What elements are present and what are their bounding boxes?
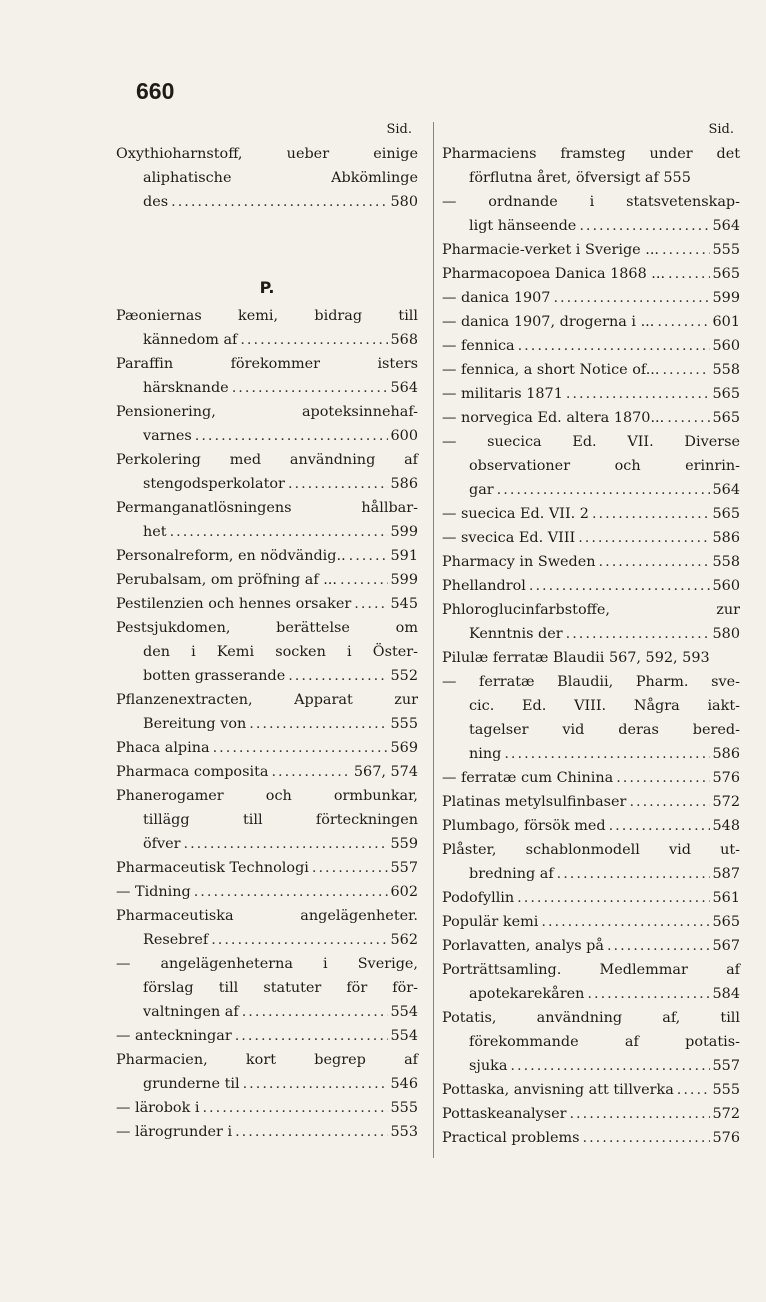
dot-leader bbox=[662, 238, 710, 262]
dot-leader bbox=[510, 1054, 709, 1078]
index-entry bbox=[442, 310, 740, 334]
entry-text: — svecica Ed. VIII bbox=[442, 530, 576, 546]
entry-text: — danica 1907 bbox=[442, 290, 551, 306]
index-entry bbox=[116, 1024, 418, 1048]
entry-text: härsknande bbox=[143, 380, 229, 396]
entry-text: — norvegica Ed. altera 1870... bbox=[442, 410, 665, 426]
page-ref: 565 bbox=[712, 506, 740, 522]
entry-line-with-page bbox=[442, 214, 740, 238]
entry-text: varnes bbox=[143, 428, 192, 444]
entry-text: apotekarekåren bbox=[469, 986, 585, 1002]
entry-text: Porträttsamling. Medlemmar af bbox=[442, 962, 740, 978]
dot-leader bbox=[662, 358, 709, 382]
entry-line-with-page bbox=[442, 910, 740, 934]
entry-text: Pensionering, apoteksinnehaf- bbox=[116, 404, 418, 420]
index-entry bbox=[442, 838, 740, 886]
entry-text: — militaris 1871 bbox=[442, 386, 563, 402]
page-ref: 599 bbox=[712, 290, 740, 306]
entry-text: Pharmaceutisk Technologi bbox=[116, 860, 309, 876]
entry-line-with-page bbox=[116, 328, 418, 352]
index-entry bbox=[442, 766, 740, 790]
entry-text: Paraffin förekommer isters bbox=[116, 356, 418, 372]
entry-line-with-page bbox=[442, 382, 740, 406]
index-entry bbox=[442, 790, 740, 814]
entry-line-with-page bbox=[116, 760, 418, 784]
entry-text: Perubalsam, om pröfning af ... bbox=[116, 572, 337, 588]
dot-leader bbox=[668, 262, 710, 286]
index-entry bbox=[442, 910, 740, 934]
entry-text: — anteckningar bbox=[116, 1028, 232, 1044]
entry-text: — angelägenheterna i Sverige, bbox=[116, 956, 418, 972]
index-entry bbox=[442, 646, 740, 670]
entry-text: — fennica, a short Notice of... bbox=[442, 362, 660, 378]
entry-text: förflutna året, öfversigt af 555 bbox=[469, 170, 691, 186]
dot-leader bbox=[592, 502, 710, 526]
dot-leader bbox=[170, 520, 388, 544]
dot-leader bbox=[557, 862, 710, 886]
dot-leader bbox=[541, 910, 709, 934]
entry-text: stengodsperkolator bbox=[143, 476, 285, 492]
index-entry bbox=[116, 304, 418, 352]
entry-text: Phanerogamer och ormbunkar, bbox=[116, 788, 418, 804]
entry-text: tagelser vid deras bered- bbox=[469, 722, 740, 738]
page-ref: 572 bbox=[712, 1106, 740, 1122]
page-ref: 557 bbox=[390, 860, 418, 876]
page-ref: 599 bbox=[390, 524, 418, 540]
dot-leader bbox=[497, 478, 710, 502]
dot-leader bbox=[583, 1126, 710, 1150]
index-entry bbox=[116, 352, 418, 400]
entry-line-with-page bbox=[442, 886, 740, 910]
page-ref: 564 bbox=[712, 482, 740, 498]
entry-text: förekommande af potatis- bbox=[469, 1034, 740, 1050]
dot-leader bbox=[587, 982, 709, 1006]
page-ref: 564 bbox=[390, 380, 418, 396]
dot-leader bbox=[202, 1096, 387, 1120]
entry-text: ligt hänseende bbox=[469, 218, 577, 234]
index-entry bbox=[442, 286, 740, 310]
entry-text: grunderne til bbox=[143, 1076, 240, 1092]
entry-text: kännedom af bbox=[143, 332, 238, 348]
index-entry bbox=[116, 1096, 418, 1120]
dot-leader bbox=[213, 736, 388, 760]
entry-text: Pflanzenextracten, Apparat zur bbox=[116, 692, 418, 708]
entry-text: Porlavatten, analys på bbox=[442, 938, 604, 954]
entry-line-with-page bbox=[442, 1126, 740, 1150]
index-entry bbox=[116, 400, 418, 448]
entry-text: — ferratæ Blaudii, Pharm. sve- bbox=[442, 674, 740, 690]
page-ref: 569 bbox=[390, 740, 418, 756]
page-ref: 580 bbox=[390, 194, 418, 210]
index-entry bbox=[442, 142, 740, 190]
entry-text: valtningen af bbox=[143, 1004, 239, 1020]
page-ref: 584 bbox=[712, 986, 740, 1002]
entry-line-with-page bbox=[116, 832, 418, 856]
index-entry bbox=[442, 262, 740, 286]
entry-line-with-page bbox=[442, 358, 740, 382]
entry-text: Pestsjukdomen, berättelse om bbox=[116, 620, 418, 636]
entry-text: bredning af bbox=[469, 866, 554, 882]
entry-text: Pestilenzien och hennes orsaker bbox=[116, 596, 352, 612]
entry-text: Potatis, användning af, till bbox=[442, 1010, 740, 1026]
dot-leader bbox=[667, 406, 709, 430]
entry-text: observationer och erinrin- bbox=[469, 458, 740, 474]
column-divider bbox=[433, 122, 434, 1158]
page-ref: 576 bbox=[712, 770, 740, 786]
entry-text: het bbox=[143, 524, 167, 540]
page-ref: 572 bbox=[712, 794, 740, 810]
index-entry bbox=[442, 502, 740, 526]
page-ref: 580 bbox=[712, 626, 740, 642]
index-entry bbox=[442, 238, 740, 262]
page-ref: 567, 574 bbox=[353, 764, 418, 780]
entry-line-with-page bbox=[116, 664, 418, 688]
page-ref: 553 bbox=[390, 1124, 418, 1140]
page-ref: 565 bbox=[712, 266, 740, 282]
index-entry bbox=[116, 784, 418, 856]
page-ref: 601 bbox=[712, 314, 740, 330]
entry-line-with-page bbox=[116, 568, 418, 592]
entry-line-with-page bbox=[116, 592, 418, 616]
dot-leader bbox=[677, 1078, 710, 1102]
entry-text: — Tidning bbox=[116, 884, 191, 900]
index-entry bbox=[442, 358, 740, 382]
page-ref: 602 bbox=[390, 884, 418, 900]
index-entry bbox=[116, 736, 418, 760]
dot-leader bbox=[566, 622, 710, 646]
entry-line-with-page bbox=[116, 424, 418, 448]
entry-line-with-page bbox=[442, 1078, 740, 1102]
index-entry bbox=[116, 568, 418, 592]
index-entry bbox=[116, 904, 418, 952]
dot-leader bbox=[579, 214, 709, 238]
index-entry bbox=[116, 760, 418, 784]
left-entries bbox=[116, 304, 418, 1144]
dot-leader bbox=[599, 550, 710, 574]
index-entry bbox=[442, 670, 740, 766]
index-entry bbox=[116, 1120, 418, 1144]
entry-line-with-page bbox=[442, 814, 740, 838]
left-sid-header: Sid. bbox=[386, 122, 412, 137]
dot-leader bbox=[349, 544, 388, 568]
dot-leader bbox=[271, 760, 350, 784]
index-entry bbox=[116, 616, 418, 688]
index-entry bbox=[442, 958, 740, 1006]
entry-line-with-page bbox=[116, 736, 418, 760]
entry-text: botten grasserande bbox=[143, 668, 286, 684]
entry-text: gar bbox=[469, 482, 494, 498]
entry-text: Pottaska, anvisning att tillverka bbox=[442, 1082, 674, 1098]
entry-text: — danica 1907, drogerna i ... bbox=[442, 314, 655, 330]
index-entry bbox=[442, 430, 740, 502]
entry-text: ning bbox=[469, 746, 502, 762]
dot-leader bbox=[171, 190, 387, 214]
page-ref: 545 bbox=[390, 596, 418, 612]
dot-leader bbox=[288, 472, 388, 496]
entry-text: Pharmacie-verket i Sverige ... bbox=[442, 242, 659, 258]
dot-leader bbox=[529, 574, 710, 598]
entry-line-with-page bbox=[442, 334, 740, 358]
page-ref: 587 bbox=[712, 866, 740, 882]
entry-text: Phloroglucinfarbstoffe, zur bbox=[442, 602, 740, 618]
index-entry bbox=[442, 934, 740, 958]
index-entry bbox=[442, 1006, 740, 1078]
index-entry bbox=[442, 886, 740, 910]
index-entry bbox=[442, 1078, 740, 1102]
page-ref: 546 bbox=[390, 1076, 418, 1092]
entry-text: Plumbago, försök med bbox=[442, 818, 606, 834]
entry-text: Pharmacopoea Danica 1868 ... bbox=[442, 266, 666, 282]
page-ref: 600 bbox=[390, 428, 418, 444]
page-ref: 565 bbox=[712, 914, 740, 930]
right-sid-header: Sid. bbox=[708, 122, 734, 137]
page-ref: 586 bbox=[390, 476, 418, 492]
dot-leader bbox=[657, 310, 709, 334]
dot-leader bbox=[194, 880, 388, 904]
entry-text: sjuka bbox=[469, 1058, 508, 1074]
entry-text: Permanganatlösningens hållbar- bbox=[116, 500, 418, 516]
entry-text: Podofyllin bbox=[442, 890, 515, 906]
entry-line-with-page bbox=[442, 742, 740, 766]
entry-line-with-page bbox=[116, 520, 418, 544]
page-ref: 576 bbox=[712, 1130, 740, 1146]
right-entries bbox=[442, 142, 740, 1150]
left-entries-before bbox=[116, 142, 418, 214]
entry-text: des bbox=[143, 194, 169, 210]
entry-text: Pharmaceutiska angelägenheter. bbox=[116, 908, 418, 924]
entry-text: förslag till statuter för för- bbox=[143, 980, 418, 996]
page-ref: 557 bbox=[712, 1058, 740, 1074]
entry-text: Resebref bbox=[143, 932, 209, 948]
entry-text: — ferratæ cum Chinina bbox=[442, 770, 614, 786]
dot-leader bbox=[569, 1102, 709, 1126]
dot-leader bbox=[609, 814, 710, 838]
index-entry bbox=[442, 334, 740, 358]
dot-leader bbox=[184, 832, 388, 856]
entry-text: Oxythioharnstoff, ueber einige bbox=[116, 146, 418, 162]
page-ref: 586 bbox=[712, 530, 740, 546]
entry-line-with-page bbox=[116, 1000, 418, 1024]
entry-line-with-page bbox=[442, 934, 740, 958]
page-ref: 560 bbox=[712, 578, 740, 594]
page-ref: 552 bbox=[390, 668, 418, 684]
entry-line-with-page bbox=[442, 406, 740, 430]
page-ref: 548 bbox=[712, 818, 740, 834]
dot-leader bbox=[616, 766, 709, 790]
entry-text: Personalreform, en nödvändig.. bbox=[116, 548, 346, 564]
dot-leader bbox=[553, 286, 709, 310]
entry-line-with-page bbox=[442, 574, 740, 598]
dot-leader bbox=[242, 1000, 388, 1024]
entry-text: Platinas metylsulfinbaser bbox=[442, 794, 627, 810]
page-ref: 562 bbox=[390, 932, 418, 948]
index-entry bbox=[442, 382, 740, 406]
page-ref: 568 bbox=[390, 332, 418, 348]
entry-line-with-page bbox=[116, 1024, 418, 1048]
entry-line-with-page bbox=[442, 262, 740, 286]
page-ref: 564 bbox=[712, 218, 740, 234]
index-entry bbox=[442, 814, 740, 838]
dot-leader bbox=[195, 424, 388, 448]
page-ref: 555 bbox=[712, 242, 740, 258]
entry-text: Pharmaciens framsteg under det bbox=[442, 146, 740, 162]
index-entry bbox=[116, 856, 418, 880]
page-ref: 554 bbox=[390, 1028, 418, 1044]
entry-line-with-page bbox=[442, 766, 740, 790]
index-entry bbox=[442, 526, 740, 550]
entry-text: Plåster, schablonmodell vid ut- bbox=[442, 842, 740, 858]
page-ref: 565 bbox=[712, 410, 740, 426]
page-ref: 554 bbox=[390, 1004, 418, 1020]
index-entry bbox=[442, 598, 740, 646]
dot-leader bbox=[504, 742, 709, 766]
entry-line-with-page bbox=[442, 622, 740, 646]
index-entry bbox=[116, 544, 418, 568]
page-ref: 599 bbox=[390, 572, 418, 588]
page-ref: 565 bbox=[712, 386, 740, 402]
entry-text: Perkolering med användning af bbox=[116, 452, 418, 468]
entry-text: Pharmaca composita bbox=[116, 764, 269, 780]
entry-text: — suecica Ed. VII. Diverse bbox=[442, 434, 740, 450]
index-entry bbox=[116, 592, 418, 616]
entry-text: Pæoniernas kemi, bidrag till bbox=[116, 308, 418, 324]
dot-leader bbox=[243, 1072, 388, 1096]
entry-text: Phaca alpina bbox=[116, 740, 210, 756]
entry-line-with-page bbox=[116, 190, 418, 214]
entry-line-with-page bbox=[116, 856, 418, 880]
entry-text: Bereitung von bbox=[143, 716, 247, 732]
index-entry bbox=[116, 952, 418, 1024]
entry-text: — fennica bbox=[442, 338, 515, 354]
dot-leader bbox=[354, 592, 387, 616]
dot-leader bbox=[518, 334, 710, 358]
entry-line-with-page bbox=[442, 238, 740, 262]
entry-line-with-page bbox=[116, 712, 418, 736]
entry-line-with-page bbox=[442, 478, 740, 502]
index-entry bbox=[116, 688, 418, 736]
entry-line-with-page bbox=[116, 376, 418, 400]
page-number: 660 bbox=[136, 78, 175, 104]
dot-leader bbox=[517, 886, 709, 910]
entry-text: Pharmacy in Sweden bbox=[442, 554, 596, 570]
dot-leader bbox=[240, 328, 387, 352]
entry-line-with-page bbox=[116, 928, 418, 952]
entry-text: aliphatische Abkömlinge bbox=[143, 170, 418, 186]
entry-text: — lärogrunder i bbox=[116, 1124, 233, 1140]
entry-line-with-page bbox=[116, 880, 418, 904]
entry-text: Pharmacien, kort begrep af bbox=[116, 1052, 418, 1068]
page-ref: 558 bbox=[712, 554, 740, 570]
index-entry bbox=[442, 1126, 740, 1150]
entry-text: Populär kemi bbox=[442, 914, 539, 930]
index-entry bbox=[116, 496, 418, 544]
section-letter: P. bbox=[259, 278, 275, 297]
dot-leader bbox=[578, 526, 709, 550]
index-entry bbox=[442, 550, 740, 574]
entry-text: cic. Ed. VIII. Några iakt- bbox=[469, 698, 740, 714]
page-ref: 560 bbox=[712, 338, 740, 354]
page-ref: 567 bbox=[712, 938, 740, 954]
page-ref: 558 bbox=[712, 362, 740, 378]
dot-leader bbox=[232, 376, 388, 400]
page-ref: 555 bbox=[712, 1082, 740, 1098]
index-entry bbox=[116, 1048, 418, 1096]
index-entry bbox=[442, 406, 740, 430]
entry-text: Phellandrol bbox=[442, 578, 526, 594]
right-column bbox=[442, 118, 740, 1150]
entry-text: Pottaskeanalyser bbox=[442, 1106, 567, 1122]
dot-leader bbox=[340, 568, 388, 592]
dot-leader bbox=[288, 664, 387, 688]
dot-leader bbox=[566, 382, 710, 406]
index-entry bbox=[116, 142, 418, 214]
index-entry bbox=[442, 1102, 740, 1126]
page-ref: 591 bbox=[390, 548, 418, 564]
entry-text: den i Kemi socken i Öster- bbox=[143, 644, 418, 660]
entry-text: — suecica Ed. VII. 2 bbox=[442, 506, 589, 522]
entry-line-with-page bbox=[442, 550, 740, 574]
page-ref: 586 bbox=[712, 746, 740, 762]
page-ref: 561 bbox=[712, 890, 740, 906]
entry-text: — ordnande i statsvetenskap- bbox=[442, 194, 740, 210]
page-ref: 559 bbox=[390, 836, 418, 852]
entry-line-with-page bbox=[442, 790, 740, 814]
entry-line-with-page bbox=[116, 1072, 418, 1096]
entry-line-with-page bbox=[442, 862, 740, 886]
entry-line-with-page bbox=[442, 526, 740, 550]
entry-line-with-page bbox=[116, 1120, 418, 1144]
index-entry bbox=[116, 880, 418, 904]
index-entry bbox=[442, 574, 740, 598]
entry-line-with-page bbox=[116, 1096, 418, 1120]
entry-text: — lärobok i bbox=[116, 1100, 200, 1116]
index-entry bbox=[116, 448, 418, 496]
entry-text: öfver bbox=[143, 836, 181, 852]
entry-text: Practical problems bbox=[442, 1130, 580, 1146]
entry-line-with-page bbox=[442, 502, 740, 526]
entry-text: Kenntnis der bbox=[469, 626, 563, 642]
left-column bbox=[116, 118, 418, 1144]
entry-text: tillägg till förteckningen bbox=[143, 812, 418, 828]
dot-leader bbox=[312, 856, 388, 880]
index-entry bbox=[442, 190, 740, 238]
dot-leader bbox=[211, 928, 387, 952]
page-ref: 555 bbox=[390, 716, 418, 732]
entry-text: Pilulæ ferratæ Blaudii 567, 592, 593 bbox=[442, 650, 710, 666]
dot-leader bbox=[235, 1024, 388, 1048]
dot-leader bbox=[249, 712, 387, 736]
entry-line-with-page bbox=[442, 1054, 740, 1078]
entry-line-with-page bbox=[116, 544, 418, 568]
entry-line-with-page bbox=[442, 982, 740, 1006]
dot-leader bbox=[629, 790, 709, 814]
dot-leader bbox=[607, 934, 710, 958]
entry-line-with-page bbox=[442, 310, 740, 334]
entry-line-with-page bbox=[442, 1102, 740, 1126]
dot-leader bbox=[235, 1120, 387, 1144]
entry-line-with-page bbox=[116, 472, 418, 496]
page-ref: 555 bbox=[390, 1100, 418, 1116]
entry-line-with-page bbox=[442, 286, 740, 310]
